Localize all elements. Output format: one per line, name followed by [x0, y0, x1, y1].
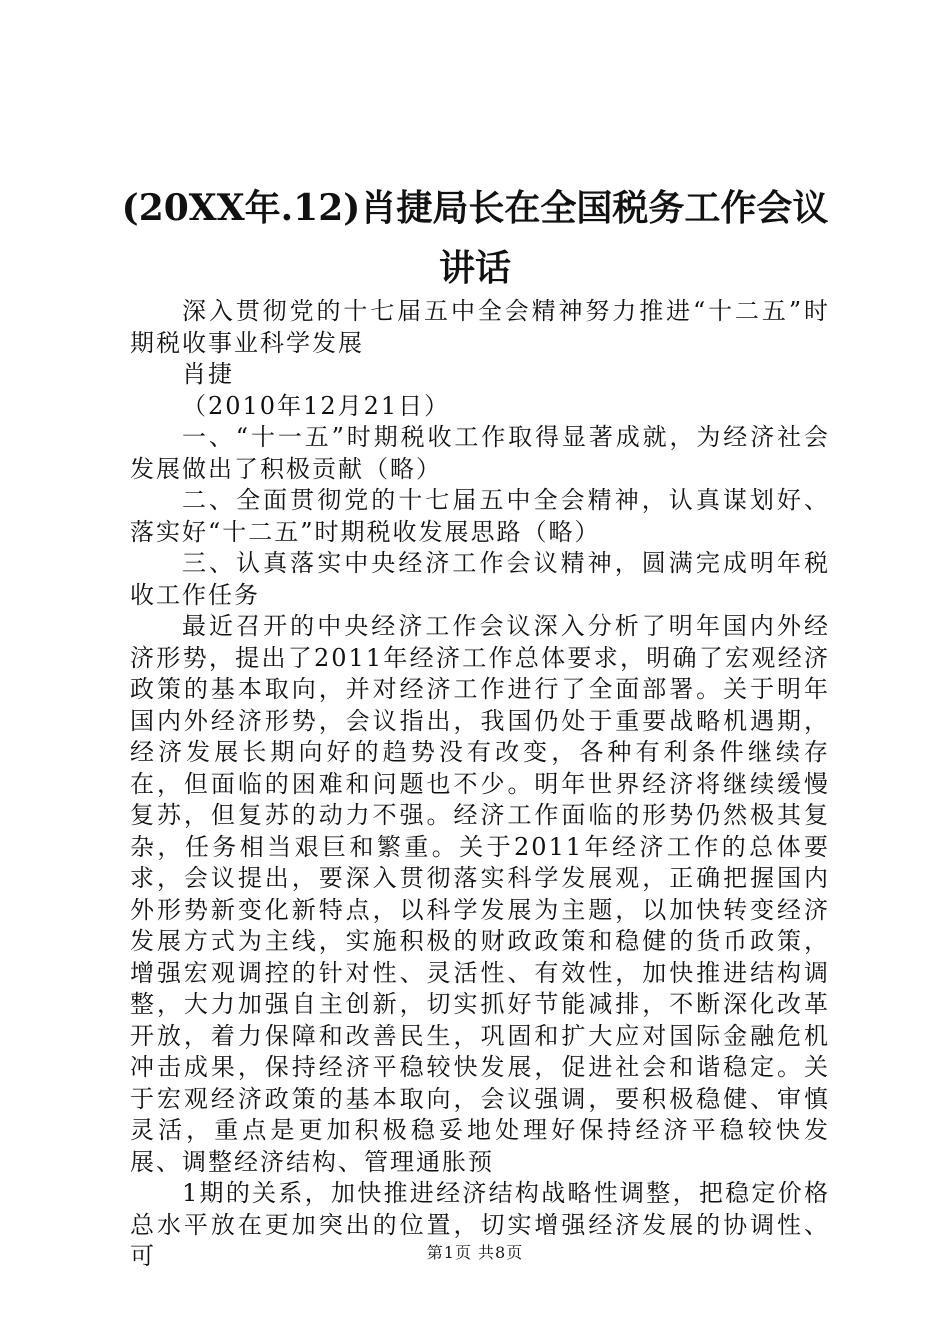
author-line: 肖捷	[182, 360, 234, 388]
body-paragraph: 最近召开的中央经济工作会议深入分析了明年国内外经济形势，提出了2011年经济工作总体要求，明确了宏观经济政策的基本取向，并对经济工作进行了全面部署。关于明年国内外经济形势，会议指出，我国仍处于重要战略机遇期，经济发展长期向好的趋势没有改变，各种有利条件继续存在，但面临的困难和问题也不少。明年世界经济将继续缓慢复苏，但复苏的动力不强。经济工作面临的形势仍然极其复杂，任务相当艰巨和繁重。关于2011年经济工作的总体要求，会议提出，要深入贯彻落实科学发展观，正确把握国内外形势新变化新特点，以科学发展为主题，以加快转变经济发展方式为主线，实施积极的财政政策和稳健的货币政策，增强宏观调控的针对性、灵活性、有效性，加快推进结构调整，大力加强自主创新，切实抓好节能减排，不断深化改革开放，着力保障和改善民生，巩固和扩大应对国际金融危机冲击成果，保持经济平稳较快发展，促进社会和谐稳定。关于宏观经济政策的基本取向，会议强调，要积极稳健、审慎灵活，重点是更加积极稳妥地处理好保持经济平稳较快发展、调整经济结构、管理通胀预	[130, 612, 830, 1176]
section-heading-2: 二、全面贯彻党的十七届五中全会精神，认真谋划好、落实好“十二五”时期税收发展思路（略）	[130, 486, 830, 546]
document-body	[130, 296, 830, 1273]
document-title: (20XX年.12)肖捷局长在全国税务工作会议讲话	[121, 187, 829, 289]
page-indicator: 第1页 共8页	[426, 1243, 524, 1262]
date-line: （2010年12月21日）	[182, 391, 451, 420]
section-heading-3: 三、认真落实中央经济工作会议精神，圆满完成明年税收工作任务	[130, 549, 830, 609]
subtitle-paragraph: 深入贯彻党的十七届五中全会精神努力推进“十二五”时期税收事业科学发展	[130, 297, 830, 357]
body-paragraph-continued: 1期的关系，加快推进经济结构战略性调整，把稳定价格总水平放在更加突出的位置，切实增强经济发展的协调性、可	[130, 1179, 830, 1270]
section-heading-1: 一、“十一五”时期税收工作取得显著成就，为经济社会发展做出了积极贡献（略）	[130, 423, 830, 483]
